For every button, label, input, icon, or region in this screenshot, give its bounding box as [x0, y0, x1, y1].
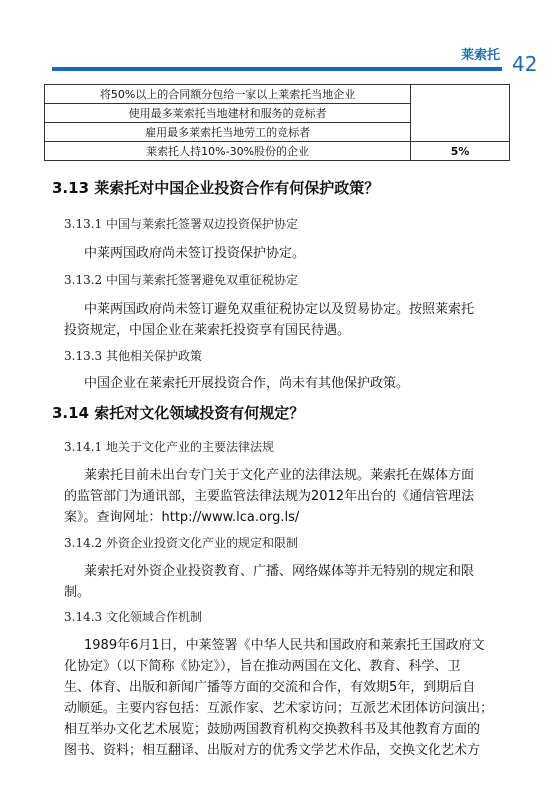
paragraph-line: 案》。查询网址：http://www.lca.org.ls/	[64, 510, 300, 525]
subsection-heading: 3.13.3 其他相关保护政策	[64, 349, 202, 363]
paragraph-line: 图书、资料；相互翻译、出版对方的优秀文学艺术作品，交换文化艺术方	[64, 743, 481, 758]
subsection-heading: 3.14.3 文化领域合作机制	[64, 610, 202, 624]
paragraph-line: 投资规定，中国企业在莱索托投资享有国民待遇。	[64, 323, 351, 338]
bid-preference-table	[44, 84, 510, 161]
table-cell: 雇用最多莱索托当地劳工的竞标者	[45, 123, 411, 142]
subsection-heading: 3.13.1 中国与莱索托签署双边投资保护协定	[64, 217, 298, 231]
paragraph-line: 相互举办文化艺术展览；鼓励两国教育机构交换教科书及其他教育方面的	[64, 722, 481, 737]
subsection-heading: 3.14.1 地关于文化产业的主要法律法规	[64, 440, 274, 454]
paragraph-line: 莱索托对外资企业投资教育、广播、网络媒体等并无特别的规定和限	[84, 564, 475, 579]
section-heading: 3.14 索托对文化领域投资有何规定？	[52, 404, 305, 422]
table-cell: 5%	[411, 142, 510, 161]
table-row	[45, 142, 510, 161]
page-number: 42	[512, 52, 538, 76]
subsection-heading: 3.13.2 中国与莱索托签署避免双重征税协定	[64, 273, 298, 287]
section-heading: 3.13 莱索托对中国企业投资合作有何保护政策？	[52, 179, 380, 197]
paragraph-line: 化协定》（以下简称《协定》），旨在推动两国在文化、教育、科学、卫	[64, 659, 461, 674]
paragraph-line: 莱索托目前未出台专门关于文化产业的法律法规。莱索托在媒体方面	[84, 468, 475, 483]
table-cell: 将50%以上的合同额分包给一家以上莱索托当地企业	[45, 85, 411, 104]
table-cell	[411, 85, 510, 142]
table-row	[45, 85, 510, 104]
paragraph-line: 中莱两国政府尚未签订避免双重征税协定以及贸易协定。按照莱索托	[84, 302, 475, 317]
paragraph-line: 1989年6月1日，中莱签署《中华人民共和国政府和莱索托王国政府文	[84, 638, 485, 653]
paragraph-line: 中国企业在莱索托开展投资合作，尚未有其他保护政策。	[84, 376, 410, 391]
paragraph-line: 的监管部门为通讯部，主要监管法律法规为2012年出台的《通信管理法	[64, 489, 475, 504]
table-cell: 使用最多莱索托当地建材和服务的竞标者	[45, 104, 411, 123]
paragraph-line: 动顺延。主要内容包括：互派作家、艺术家访问；互派艺术团体访问演出；	[64, 701, 494, 716]
table-cell: 莱索托人持10%-30%股份的企业	[45, 142, 411, 161]
paragraph-line: 制。	[64, 585, 91, 600]
paragraph-line: 生、体育、出版和新闻广播等方面的交流和合作，有效期5年，到期后自	[64, 680, 476, 695]
subsection-heading: 3.14.2 外资企业投资文化产业的规定和限制	[64, 536, 298, 550]
paragraph-line: 中莱两国政府尚未签订投资保护协定。	[84, 246, 306, 261]
running-header-country: 莱索托	[461, 48, 501, 63]
header-rule	[52, 67, 502, 71]
